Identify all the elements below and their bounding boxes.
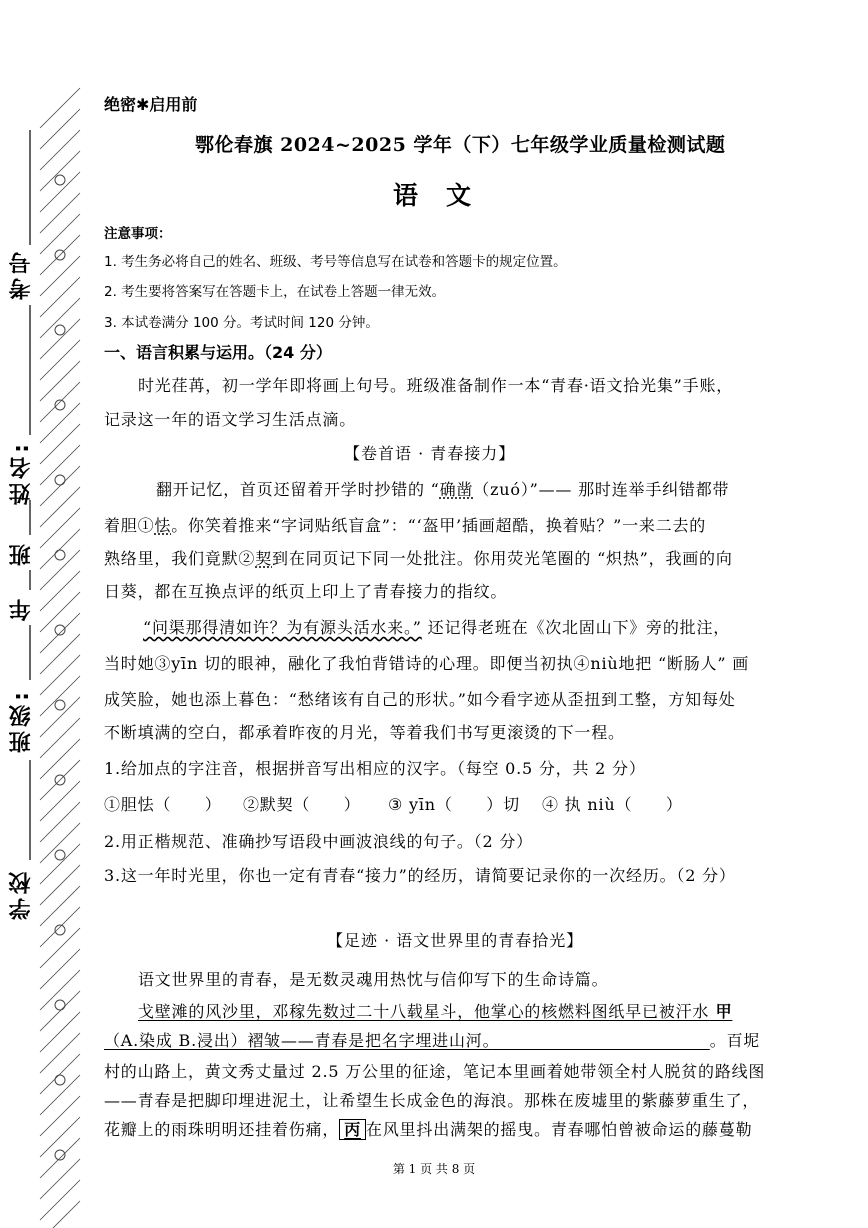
paragraph-line: 熟络里，我们竟默②契到在同页记下同一处批注。你用荧光笔圈的 “炽热”，我画的向 [104,549,733,568]
hatch-line [40,403,80,443]
hatch-line [40,655,80,695]
page-footer: 第 1 页 共 8 页 [392,1162,476,1176]
binding-hole [55,1000,65,1010]
hatch-line [40,949,80,989]
hatch-line [40,277,80,317]
subsection-title: 【卷首语 · 青春接力】 [344,444,516,463]
hatch-line [40,1096,80,1136]
hatch-line [40,424,80,464]
binding-hole [55,175,65,185]
question-1: 1.给加点的字注音，根据拼音写出相应的汉字。（每空 0.5 分，共 2 分） [104,759,646,778]
hatch-line [40,991,80,1031]
hatch-line [40,697,80,737]
blank-jia: 甲 [709,1002,733,1021]
hatch-line [40,466,80,506]
hatch-line [40,718,80,758]
hatch-line [40,529,80,569]
secret-mark: 绝密✱启用前 [104,95,198,114]
name-label: 姓名: [9,440,34,505]
hatch-line [40,340,80,380]
binding-hole [55,700,65,710]
hatch-line [40,865,80,905]
subject-title: 语文 [393,181,500,210]
paragraph-line: 日葵，都在互换点评的纸页上印上了青春接力的指纹。 [104,582,508,601]
binding-hole [55,550,65,560]
binding-margin [0,0,100,1228]
notes-heading: 注意事项： [104,226,172,242]
hatch-line [40,172,80,212]
question-3: 3.这一年时光里，你也一定有青春“接力”的经历，请简要记录你的一次经历。（2 分） [104,866,736,885]
hatch-line [40,886,80,926]
hatch-line [40,235,80,275]
school-label: 学校 [9,868,34,920]
hatch-line [40,1117,80,1157]
hatch-line [40,1075,80,1115]
paragraph-line: 村的山路上，黄文秀丈量过 2.5 万公里的征途，笔记本里画着她带领全村人脱贫的路线图 [104,1062,766,1081]
paragraph-line: 不断填满的空白，都承着昨夜的月光，等着我们书写更滚烫的下一程。 [104,723,625,742]
hatch-line [40,550,80,590]
hatch-line [40,613,80,653]
exam-no-label: 考号 [9,248,34,300]
paragraph-line: （A.染成 B.浸出）褶皱——青春是把名字埋进山河。 。百坭 [104,1031,761,1050]
paragraph-line: 语文世界里的青春，是无数灵魂用热忱与信仰写下的生命诗篇。 [138,970,609,989]
hatch-line [40,109,80,149]
subsection-title: 【足迹 · 语文世界里的青春拾光】 [327,931,584,950]
answer-blank [491,1031,709,1050]
paragraph-line: 翻开记忆，首页还留着开学时抄错的 “确凿（zuó）”—— 那时连举手纠错都带 [156,480,730,499]
paragraph-line: 花瓣上的雨珠明明还挂着伤痛， 丙 在风里抖出满架的摇曳。青春哪怕曾被命运的藤蔓勒 [104,1120,753,1139]
grade-label: 年 [9,595,34,621]
hatch-line [40,445,80,485]
paragraph-line: ——青春是把脚印埋进泥土，让希望生长成金色的海浪。那株在废墟里的紫藤萝重生了， [104,1091,760,1110]
hatch-line [40,823,80,863]
paragraph-line: 当时她③yīn 切的眼神，融化了我怕背错诗的心理。即便当初执④niù地把 “断肠人” 画 [104,654,750,673]
note-item: 3. 本试卷满分 100 分。考试时间 120 分钟。 [104,315,379,331]
paragraph-line: “问渠那得清如许？为有源头活水来。” 还记得老班在《次北固山下》旁的批注， [143,618,731,637]
note-item: 1. 考生务必将自己的姓名、班级、考号等信息写在试卷和答题卡的规定位置。 [104,254,567,270]
intro-line: 时光荏苒，初一学年即将画上句号。班级准备制作一本“青春·语文拾光集”手账， [138,376,734,395]
blank-bing: 丙 [339,1119,366,1140]
hatch-line [40,907,80,947]
hatch-line [40,760,80,800]
paragraph-line: 着胆①怯。你笑着推来“字词贴纸盲盒”：“‘盔甲’插画超酷，换着贴？”一来二去的 [104,516,707,535]
hatch-line [40,130,80,170]
hatch-line [40,781,80,821]
question-2: 2.用正楷规范、准确抄写语段中画波浪线的句子。（2 分） [104,832,533,851]
hatch-line [40,382,80,422]
q1-blank: ④ 执 niù（ ） [542,795,683,814]
q1-blank: ①胆怯（ ） [104,795,222,814]
hatch-line [40,508,80,548]
paragraph-line: 成笑脸，她也添上暮色：“愁绪该有自己的形状。”如今看字迹从歪扭到工整，方知每处 [104,690,736,709]
class-ban-label: 班 [9,540,34,566]
class-label: 班级: [9,688,34,753]
hatch-line [40,193,80,233]
exam-title: 鄂伦春旗 2024~2025 学年（下）七年级学业质量检测试题 [195,134,726,156]
hatch-line [40,1033,80,1073]
hatch-line [40,739,80,779]
note-item: 2. 考生要将答案写在答题卡上，在试卷上答题一律无效。 [104,284,446,300]
binding-hole [55,850,65,860]
intro-line: 记录这一年的语文学习生活点滴。 [104,410,357,429]
hatch-line [40,487,80,527]
hatch-line [40,1054,80,1094]
hatch-line [40,361,80,401]
q1-blank: ②默契（ ） [243,795,361,814]
hatch-line [40,571,80,611]
hatch-line [40,214,80,254]
binding-hole [55,1075,65,1085]
section-title: 一、语言积累与运用。（24 分） [104,343,332,362]
hatch-line [40,802,80,842]
binding-hole [55,325,65,335]
wavy-sentence: “问渠那得清如许？为有源头活水来。” [143,618,422,637]
hatch-line [40,298,80,338]
hatch-line [40,970,80,1010]
hatch-line [40,592,80,632]
hatch-line [40,1180,80,1220]
hatch-line [40,634,80,674]
hatch-line [40,256,80,296]
paragraph-line: 戈壁滩的风沙里，邓稼先数过二十八载星斗，他掌心的核燃料图纸早已被汗水 甲 [138,1002,733,1021]
hatch-line [40,88,80,128]
binding-hole [55,475,65,485]
hatch-line [40,1012,80,1052]
q1-blank: ③ yīn（ ）切 [388,795,520,814]
hatch-line [40,928,80,968]
